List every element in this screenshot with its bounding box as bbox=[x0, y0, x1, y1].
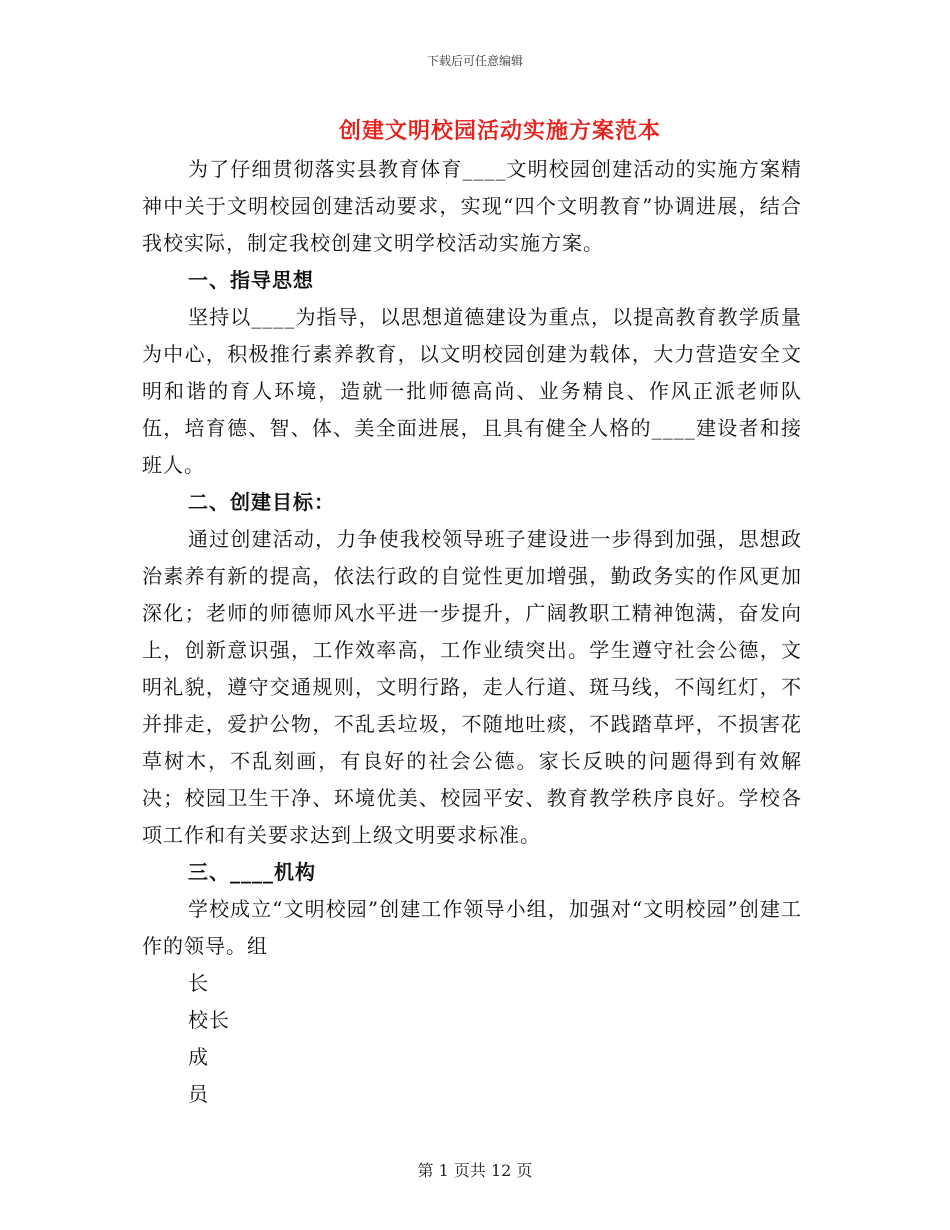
section-heading-guiding-ideology: 一、指导思想 bbox=[188, 268, 314, 292]
list-line: 成 bbox=[188, 1045, 209, 1069]
list-line: 长 bbox=[188, 971, 209, 995]
page-footer: 第 1 页共 12 页 bbox=[417, 1161, 533, 1180]
list-line: 校长 bbox=[188, 1008, 230, 1032]
section-heading-organization: 三、____机构 bbox=[188, 860, 316, 884]
document-body bbox=[142, 151, 802, 1113]
list-line: 员 bbox=[188, 1082, 209, 1106]
intro-paragraph: 为了仔细贯彻落实县教育体育____文明校园创建活动的实施方案精神中关于文明校园创建活动要求，实现“四个文明教育”协调进展，结合我校实际，制定我校创建文明学校活动实施方案。 bbox=[142, 157, 802, 255]
goals-paragraph: 通过创建活动，力争使我校领导班子建设进一步得到加强，思想政治素养有新的提高，依法行政的自觉性更加增强，勤政务实的作风更加深化；老师的师德师风水平进一步提升，广阔教职工精神饱满，奋发向上，创新意识强，工作效率高，工作业绩突出。学生遵守社会公德，文明礼貌，遵守交通规则，文明行路，走人行道、斑马线，不闯红灯，不并排走，爱护公物，不乱丢垃圾，不随地吐痰，不践踏草坪，不损害花草树木，不乱刻画，有良好的社会公德。家长反映的问题得到有效解决；校园卫生干净、环境优美、校园平安、教育教学秩序良好。学校各项工作和有关要求达到上级文明要求标准。 bbox=[142, 527, 802, 847]
section-heading-goals: 二、创建目标： bbox=[188, 490, 335, 514]
page-header: 下载后可任意编辑 bbox=[426, 54, 523, 68]
organization-paragraph: 学校成立“文明校园”创建工作领导小组，加强对“文明校园”创建工作的领导。组 bbox=[142, 897, 802, 958]
document-title: 创建文明校园活动实施方案范本 bbox=[338, 118, 661, 144]
guiding-ideology-paragraph: 坚持以____为指导，以思想道德建设为重点，以提高教育教学质量为中心，积极推行素养教育，以文明校园创建为载体，大力营造安全文明和谐的育人环境，造就一批师德高尚、业务精良、作风正派老师队伍，培育德、智、体、美全面进展，且具有健全人格的____建设者和接班人。 bbox=[142, 305, 802, 477]
